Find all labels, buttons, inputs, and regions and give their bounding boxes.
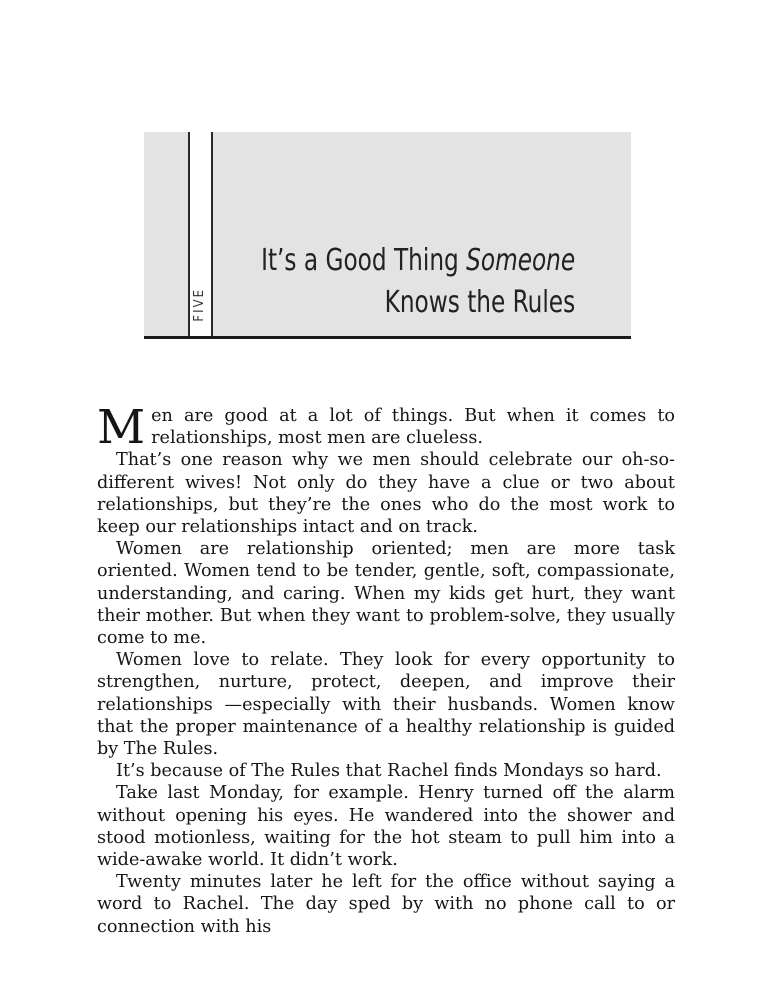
paragraph-6: Take last Monday, for example. Henry turned off the alarm without opening his eyes. He wandered into the shower and stood motionless, waiting for the hot steam to pull him into a wide-awake world. It didn’t work. xyxy=(97,783,675,871)
body-text xyxy=(97,400,675,938)
drop-cap: M xyxy=(97,400,146,455)
chapter-title-emphasis: Someone xyxy=(465,243,575,278)
paragraph-1 xyxy=(97,400,675,455)
chapter-title-part-1: It’s a Good Thing xyxy=(260,243,466,278)
paragraph-1-text: en are good at a lot of things. But when it comes to relationships, most men are clueless. xyxy=(151,406,675,449)
paragraph-3: Women are relationship oriented; men are more task oriented. Women tend to be tender, gentle, soft, compassionate, understanding, and caring. When my kids get hurt, they want their mother. But when they want to problem-solve, they usually come to me. xyxy=(97,539,675,649)
paragraph-5: It’s because of The Rules that Rachel finds Mondays so hard. xyxy=(116,761,662,782)
chapter-title xyxy=(261,240,575,324)
chapter-header xyxy=(144,132,631,339)
chapter-title-line-1 xyxy=(261,240,575,282)
chapter-number: FIVE xyxy=(192,288,207,322)
paragraph-4: Women love to relate. They look for every opportunity to strengthen, nurture, protect, deepen, and improve their relationships —especially with their husbands. Women know that the proper maintenance of a healthy relationship is guided by The Rules. xyxy=(97,650,675,760)
chapter-tab xyxy=(188,132,213,336)
paragraph-2: That’s one reason why we men should celebrate our oh-so-different wives! Not only do they have a clue or two about relationships, but they’re the ones who do the most work to keep our relationships intact and on track. xyxy=(97,450,675,538)
chapter-title-line-2: Knows the Rules xyxy=(384,285,575,320)
paragraph-7: Twenty minutes later he left for the office without saying a word to Rachel. The day sped by with no phone call to or connection with his xyxy=(97,872,675,937)
